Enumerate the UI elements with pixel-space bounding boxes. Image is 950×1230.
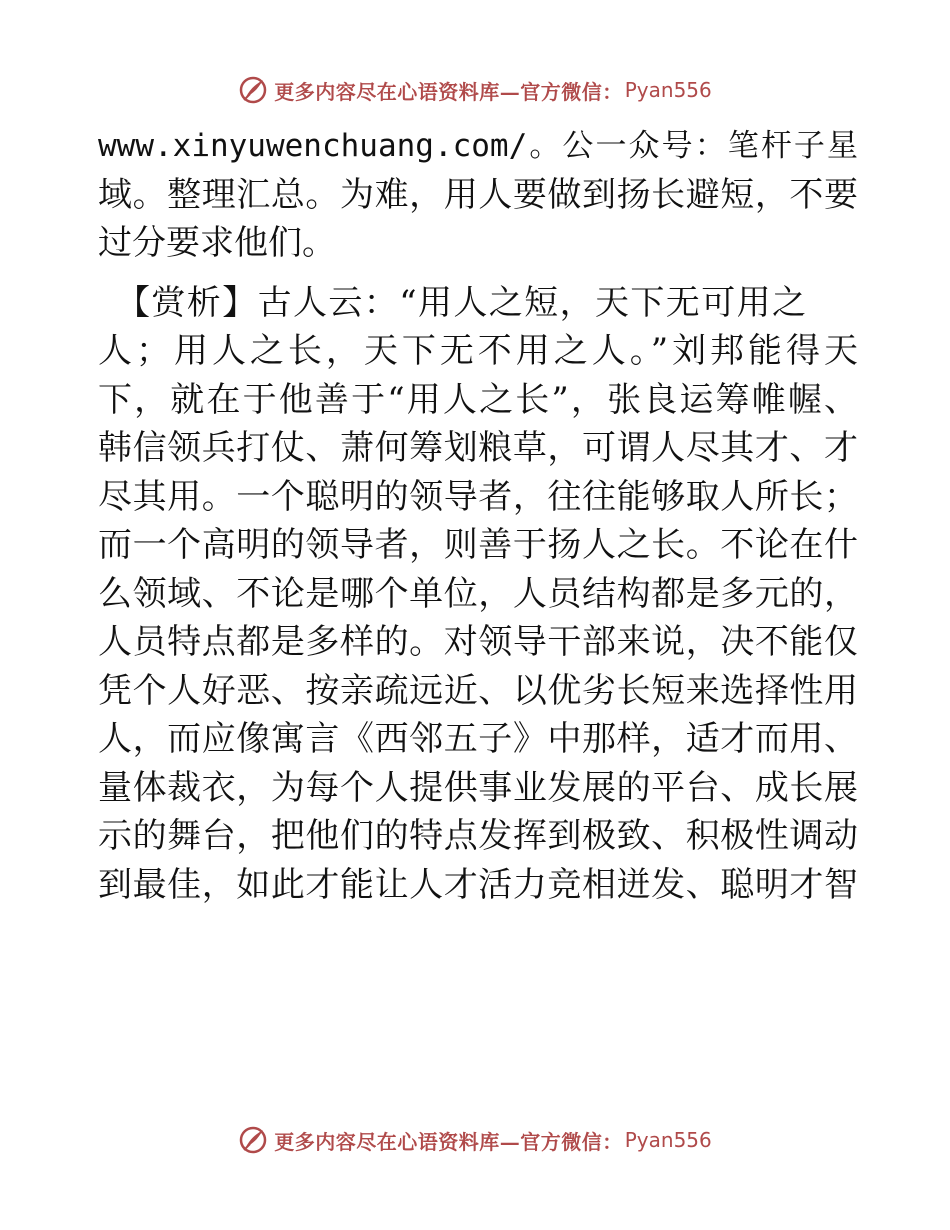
text-line: 【赏析】古人云：“用人之短，天下无可用之 [116,282,806,323]
text-line: 么领域、不论是哪个单位，人员结构都是多元的， [98,573,858,614]
text-line: 人员特点都是多样的。对领导干部来说，决不能仅 [98,622,858,662]
footer-banner [0,1120,950,1160]
text-line: 人；用人之长，天下无不用之人。”刘邦能得天 [98,331,858,371]
text-line: 域。整理汇总。为难，用人要做到扬长避短，不要 [98,174,858,215]
banner-text: 更多内容尽在心语资料库—官方微信： [274,79,623,104]
text-line: www.xinyuwenchuang.com/。公一众号：笔杆子星 [98,128,858,164]
feather-quill-logo-icon [238,1125,268,1155]
banner-wechat-id: Pyan556 [624,1128,712,1152]
banner-wechat-id: Pyan556 [624,78,712,102]
text-line: 下，就在于他善于“用人之长”，张良运筹帷幄、 [98,379,858,420]
header-banner [0,70,950,110]
banner-text: 更多内容尽在心语资料库—官方微信： [274,1129,623,1154]
text-line: 韩信领兵打仗、萧何筹划粮草，可谓人尽其才、才 [98,428,858,468]
document-body [98,122,858,909]
text-line: 凭个人好恶、按亲疏远近、以优劣长短来选择性用 [98,670,858,711]
text-line: 过分要求他们。 [98,223,336,263]
text-line: 人，而应像寓言《西邻五子》中那样，适才而用、 [98,719,858,759]
text-line: 量体裁衣，为每个人提供事业发展的平台、成长展 [98,767,858,808]
text-line: 尽其用。一个聪明的领导者，往往能够取人所长； [98,476,858,517]
text-line: 示的舞台，把他们的特点发挥到极致、积极性调动 [98,816,858,856]
feather-quill-logo-icon [238,75,268,105]
text-line: 到最佳，如此才能让人才活力竞相迸发、聪明才智 [98,864,858,905]
text-line: 而一个高明的领导者，则善于扬人之长。不论在什 [98,525,858,565]
